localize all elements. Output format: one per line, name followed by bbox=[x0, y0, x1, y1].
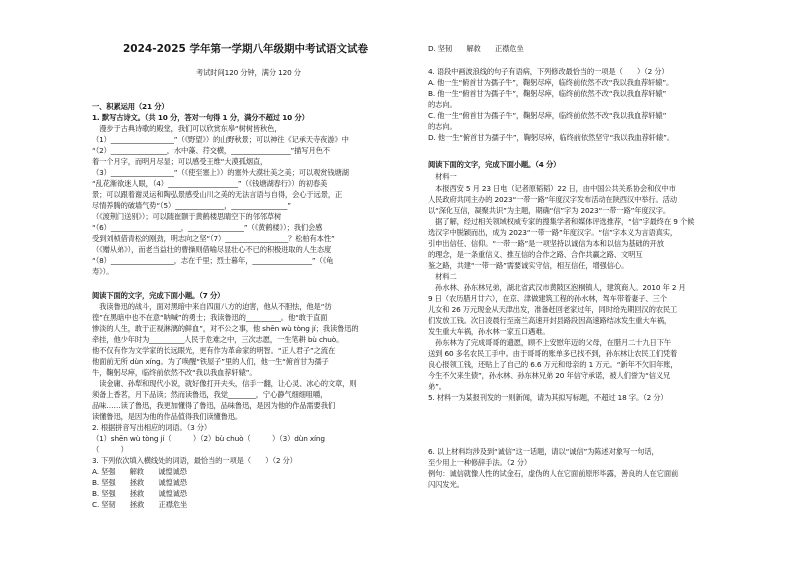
text-line: 鉴之路，共建“一带一路”需要诚实守信，相互信任，增强信心。 bbox=[428, 261, 629, 270]
text-line: （1）__________________”（《野望》）的山野秋景；可以神往《记承天寺夜游》中 bbox=[92, 135, 349, 144]
text-line: 孙水林、孙东林兄弟，湖北省武汉市黄陂区泡桐镇人，建筑商人。2010 年 2 月 bbox=[428, 283, 686, 292]
option-c: C. 坚韧 拯救 正襟危坐 bbox=[92, 500, 188, 509]
reading-heading: 阅读下面的文字，完成下面小题。（4 分） bbox=[428, 160, 561, 169]
text-line: 徨”在黑暗中也不在意“呐喊”的勇士；我读鲁迅的__________。他“敢于直面 bbox=[92, 313, 328, 322]
text-line: 本报西安 5 月 23 日电（记者原韬韬）22 日，由中国公共关系协会和仪中市 bbox=[428, 184, 676, 193]
text-line: 的理念，是一条重信义、推互信的合作之路、合作共赢之路、文明互 bbox=[428, 250, 643, 259]
question-6: 6. 以上材料均涉及到“诚信”这一话题，请以“诚信”为陈述对象写一句话， bbox=[428, 447, 659, 456]
question-1: 1. 默写古诗文。（共 10 分，答对一句得 1 分，满分不超过 10 分） bbox=[92, 113, 309, 122]
text-line: 们发放工钱。次日凌晨行至南兰高速开封县路段因高速路结冰发生重大车祸， bbox=[428, 316, 671, 325]
reading-heading: 阅读下面的文字，完成下面小题。（7 分） bbox=[92, 291, 225, 300]
text-line: 他面前无所 dùn xíng。为了唤醒“铁屋子”里的人们，他一生“俯首甘为孺子 bbox=[92, 357, 329, 366]
text-line: 我读鲁迅的战斗，面对黑暗中来自四面八方的迫害，他从不胆怯，他是“彷 bbox=[92, 302, 332, 311]
text-line: 送到 60 多名农民工手中。由于哥哥的账单多已找不到，孙东林让农民工们凭着 bbox=[428, 349, 678, 358]
text-line: 着一个月字，而明月尽显；可以感受王维“大漠孤烟直， bbox=[92, 157, 268, 166]
text-line: “乱花渐欲迷人眼，（4）____________________”（《钱塘湖春行》）的初春美 bbox=[92, 179, 328, 188]
text-line: “（8）__________________，志在千里；烈士暮年，_________________”（《龟 bbox=[92, 256, 334, 265]
text-line: 人民政府共同主办的 2023“一带一路”年度汉字发布活动在陕西汉中举行。活动 bbox=[428, 195, 677, 204]
text-line: 引申出信任、信仰。“一带一路”是一项坚持以诚信为本和以信为基础的开放 bbox=[428, 239, 664, 248]
text-line: 儿女和 26 万元现金从天津出发，准备赶回老家过年，同时给先期回汉的农民工 bbox=[428, 305, 678, 314]
exam-subtitle: 考试时间120 分钟，满分 120 分 bbox=[196, 68, 301, 77]
text-line: 弟”。 bbox=[428, 382, 446, 391]
option-a: A. 坚强 解救 诚惶诚恐 bbox=[92, 467, 187, 476]
text-line: “（2）________________，水中藻、荇交横，_________________”描写月色不 bbox=[92, 146, 330, 155]
text-line: 惨淡的人生，敢于正视淋漓的鲜血”，对不公之事，他 shēn wù tòng jí；我读鲁迅的 bbox=[92, 324, 359, 333]
text-line: 读金庸、孙犁和现代小说，就好像打开夫头，信手一翻，让心灵、冰心的文章，则 bbox=[92, 379, 357, 388]
text-line: 他不仅有作为文学家的长远眼光，更有作为革命家的明智。“正人君子”之流在 bbox=[92, 346, 336, 355]
text-line: （ ） bbox=[92, 445, 128, 454]
question-2: 2. 根据拼音写出相应的词语。（3 分） bbox=[92, 423, 212, 432]
option-d: D. 他一生“俯首甘为孺子牛”，鞠躬尽瘁，临终前依然坚守“我以我血荐轩辕”。 bbox=[428, 133, 674, 142]
example-sentence: 例句：诚信就像人性的试金石，虚伪的人在它面前原形毕露，善良的人在它面前 bbox=[428, 469, 679, 478]
text-line: 今生不欠来生债”，孙水林、孙东林兄弟 20 年信守承诺，被人们誉为“信义兄 bbox=[428, 371, 671, 380]
text-line: 闪闪发光。 bbox=[428, 480, 464, 489]
text-line: 的志向。 bbox=[428, 100, 457, 109]
text-line: 良心报领工钱，还贴上了自己的 6.6 万元和母亲的 1 万元。“新年不欠旧年账， bbox=[428, 360, 678, 369]
option-d: D. 坚韧 解救 正襟危坐 bbox=[428, 44, 524, 53]
text-line: 漫步于古典诗歌的殿堂，我们可以欣赏东皋“树树皆秋色， bbox=[92, 124, 282, 133]
text-line: 读懂鲁迅，是因为他的作品值得我们读懂鲁迅。 bbox=[92, 412, 243, 421]
text-line: 发生重大车祸，孙水林一家五口遇难。 bbox=[428, 327, 550, 336]
material-label: 材料二 bbox=[428, 272, 457, 281]
text-line: 孙东林为了完成哥哥的遗愿，顾不上安慰年迈的父母，在腊月二十九日下午 bbox=[428, 338, 671, 347]
text-line: （《渡荆门送别》）；可以随崔颢于黄鹤楼思睛空下的邻邻草树 bbox=[92, 212, 282, 221]
text-line: 尽情养腾的破墙气势“（5）______________，________________” bbox=[92, 201, 291, 210]
question-3: 3. 下列依次填入横线处的词语，最恰当的一项是（ ）（2 分） bbox=[92, 456, 297, 465]
section-heading: 一、积累运用（21 分） bbox=[92, 102, 169, 111]
text-line: 的志向。 bbox=[428, 122, 457, 131]
text-line: 牛，鞠躬尽瘁，临终前依然不改“我以我血荐轩辕”。 bbox=[92, 368, 257, 377]
text-line: 牵挂，他少年时为__________人民于危难之中，三次志愿，一生笔耕 bù chuò。 bbox=[92, 335, 344, 344]
text-line: 9 日（农历腊月廿六），在京、津做建筑工程的孙水林，驾车带着妻子、三个 bbox=[428, 294, 667, 303]
exam-title: 2024-2025 学年第一学期八年级期中考试语文试卷 bbox=[123, 43, 368, 55]
option-b: B. 他一生“俯首甘为孺子牛”，鞠躬尽瘁，临终前依然不改“我以我血荐轩辕” bbox=[428, 89, 667, 98]
text-line: 至少用上一种修辞手法。（2 分） bbox=[428, 458, 532, 467]
material-label: 材料一 bbox=[428, 172, 457, 181]
text-line: （1）shēn wù tòng jí（ ）（2）bù chuò（ ）（3）dùn xíng bbox=[92, 434, 325, 443]
option-c: C. 他一生“俯首甘为孺子牛”，鞠躬尽瘁，临终前依然不改“我以我血荐轩辕” bbox=[428, 111, 667, 120]
text-line: 景；可以跟着谢灵运和陶弘景感受山川之美的无法言语与自得，会心于远景，正 bbox=[92, 190, 343, 199]
text-line: 以“深化互信，凝聚共识”为主题，期确“信”字为 2023“一带一路”年度汉字。 bbox=[428, 206, 671, 215]
option-b: B. 坚强 拯救 诚惶诚恐 bbox=[92, 478, 187, 487]
text-line: 选汉字中脱颖而出，成为 2023“一带一路”年度汉字。“信”字本义为言语真实， bbox=[428, 228, 678, 237]
text-line: （《赠从弟》），而老当益壮的曹操则借喻尽显壮心不已的积极进取的人生态度 bbox=[92, 245, 332, 254]
option-a: A. 他一生“俯首甘为孺子牛”，鞠躬尽瘁，临终前依然不改“我以我血荐轩辕”。 bbox=[428, 78, 674, 87]
text-line: 据了解，经过相关领域权威专家的搜集学者和媒体评选推荐，“信”字最终在 9 个候 bbox=[428, 217, 695, 226]
text-line: 寿》）。 bbox=[92, 267, 114, 276]
option-b: B. 坚强 拯救 诚惶诚恐 bbox=[92, 489, 187, 498]
question-5: 5. 材料一为某报刊发的一则新闻，请为其拟写标题，不超过 18 字。（2 分） bbox=[428, 393, 668, 402]
text-line: 受到刘桢借青松的刚劲，明志向之坚“（7）__________________？松柏有本性” bbox=[92, 234, 335, 243]
text-line: 品味……读了鲁迅，我更加懂得了鲁迅，品味鲁迅，是因为他的作品需要我们 bbox=[92, 401, 335, 410]
text-line: 须备上香茗，月下品读；然而读鲁迅，我觉________，宁心静气细细咀嚼， bbox=[92, 390, 328, 399]
question-4: 4. 语段中画波浪线的句子有语病，下列修改最恰当的一项是（ ）（2 分） bbox=[428, 67, 669, 76]
text-line: （3）__________________”（《使至塞上》）的塞外大漠壮美之美；可以观赏钱塘湖 bbox=[92, 168, 349, 177]
text-line: “（6）____________________，________________”（《黄鹤楼》）；我们会感 bbox=[92, 223, 323, 232]
